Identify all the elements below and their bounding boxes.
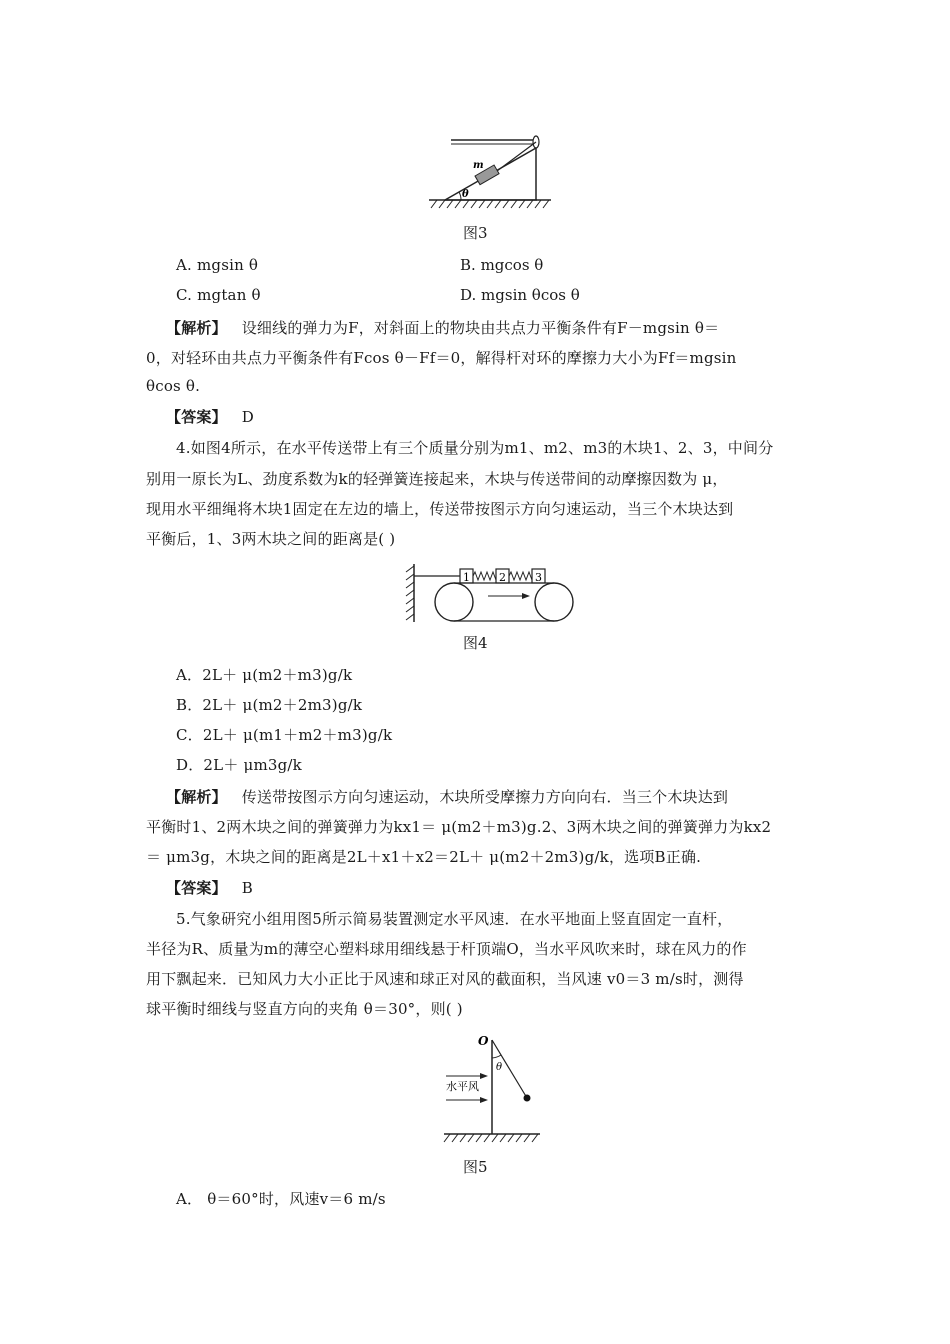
q4-option-a: A．2L＋ μ(m2＋m3)g/k <box>176 666 353 684</box>
q3-option-d: D. mgsin θcos θ <box>460 286 580 304</box>
figure-5-caption: 图5 <box>463 1158 488 1176</box>
fig4-block-3-label: 3 <box>535 571 542 584</box>
fig5-wind-label: 水平风 <box>446 1080 479 1093</box>
q3-option-b: B. mgcos θ <box>460 256 544 274</box>
fig4-block-2-label: 2 <box>499 571 506 584</box>
q4-stem-line-1: 4.如图4所示，在水平传送带上有三个质量分别为m1、m2、m3的木块1、2、3，中间分 <box>176 439 774 457</box>
figure-3-diagram <box>425 128 555 214</box>
q5-stem-line-2: 半径为R、质量为m的薄空心塑料球用细线悬于杆顶端O，当水平风吹来时，球在风力的作 <box>146 940 747 958</box>
fig3-mass-label: m <box>473 160 484 171</box>
q5-stem-line-4: 球平衡时细线与竖直方向的夹角 θ＝30°，则( ) <box>146 1000 463 1018</box>
figure-3-caption: 图3 <box>463 224 488 242</box>
q4-option-d: D．2L＋ μm3g/k <box>176 756 302 774</box>
q4-answer: 【答案】 B <box>166 879 253 897</box>
q4-stem-line-2: 别用一原长为L、劲度系数为k的轻弹簧连接起来，木块与传送带间的动摩擦因数为 μ， <box>146 470 728 488</box>
q4-option-b: B．2L＋ μ(m2＋2m3)g/k <box>176 696 363 714</box>
q5-stem-line-3: 用下飘起来．已知风力大小正比于风速和球正对风的截面积，当风速 v0＝3 m/s时，测得 <box>146 970 744 988</box>
q3-analysis-line-1: 【解析】 设细线的弹力为F，对斜面上的物块由共点力平衡条件有F－mgsin θ＝ <box>166 319 720 337</box>
q3-answer: 【答案】 D <box>166 408 254 426</box>
q4-option-c: C．2L＋ μ(m1＋m2＋m3)g/k <box>176 726 393 744</box>
q4-analysis-line-3: ＝ μm3g，木块之间的距离是2L＋x1＋x2＝2L＋ μ(m2＋2m3)g/k，选项B正确. <box>146 848 702 866</box>
q3-analysis-line-2: 0，对轻环由共点力平衡条件有Fcos θ－Ff＝0，解得杆对环的摩擦力大小为Ff＝mgsin <box>146 349 737 367</box>
q3-analysis-line-3: θcos θ. <box>146 377 201 395</box>
q4-analysis-line-1: 【解析】 传送带按图示方向匀速运动，木块所受摩擦力方向向右．当三个木块达到 <box>166 788 729 806</box>
q4-stem-line-3: 现用水平细绳将木块1固定在左边的墙上，传送带按图示方向匀速运动，当三个木块达到 <box>146 500 734 518</box>
fig4-block-1-label: 1 <box>463 571 470 584</box>
q3-option-a: A. mgsin θ <box>176 256 259 274</box>
q3-option-c: C. mgtan θ <box>176 286 261 304</box>
q5-option-a: A． θ＝60°时，风速v＝6 m/s <box>176 1190 386 1208</box>
figure-4-caption: 图4 <box>463 634 488 652</box>
figure-5-diagram <box>440 1030 544 1146</box>
fig5-angle-label: θ <box>496 1062 503 1073</box>
fig5-point-o-label: O <box>478 1034 489 1048</box>
figure-4-diagram <box>404 562 576 626</box>
q4-stem-line-4: 平衡后，1、3两木块之间的距离是( ) <box>146 530 396 548</box>
fig3-angle-label: θ <box>462 189 469 200</box>
q4-analysis-line-2: 平衡时1、2两木块之间的弹簧弹力为kx1＝ μ(m2＋m3)g.2、3两木块之间的弹簧弹力为kx2 <box>146 818 772 836</box>
q5-stem-line-1: 5.气象研究小组用图5所示简易装置测定水平风速．在水平地面上竖直固定一直杆， <box>176 910 733 928</box>
